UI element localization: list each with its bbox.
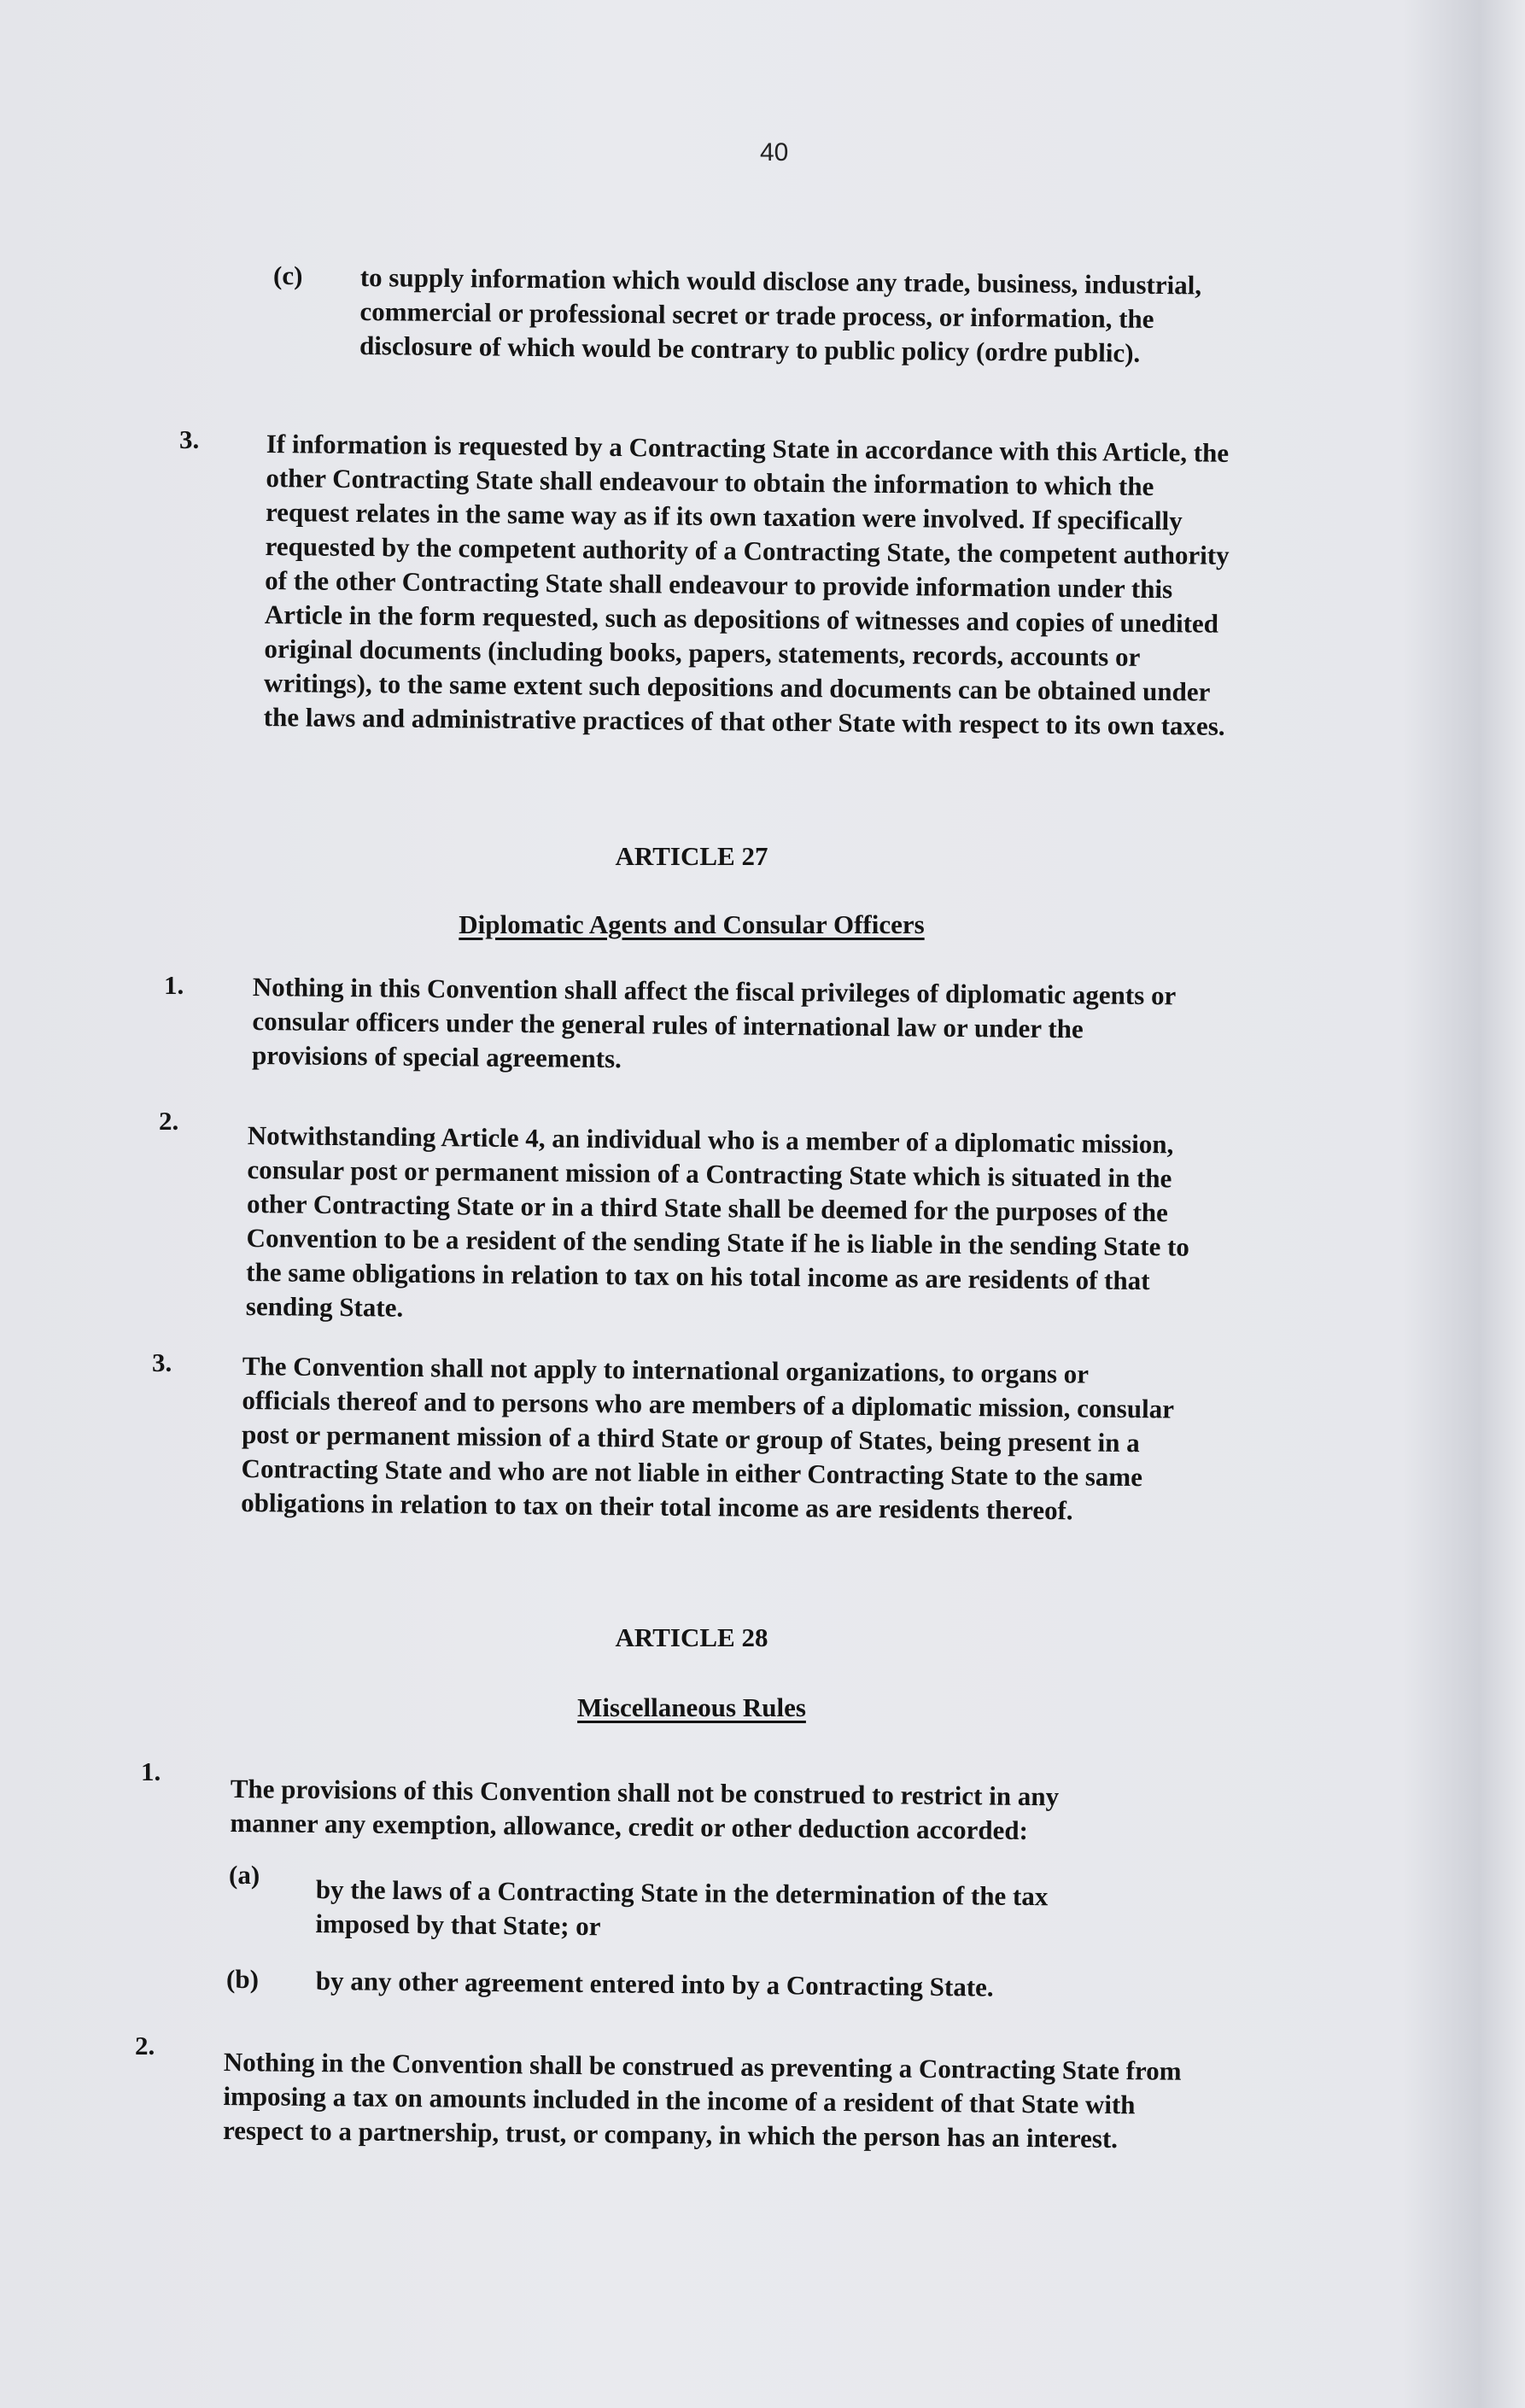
- article-28-title: Miscellaneous Rules: [577, 1692, 806, 1722]
- article-27-title: Diplomatic Agents and Consular Officers: [459, 909, 925, 939]
- item-c-label: (c): [273, 260, 303, 290]
- article-28-para-2-text: Nothing in the Convention shall be construed as preventing a Contracting State from imposing a tax on amounts included in the income of a resident of that State with respect to a partnership, trust, or company, in which the person has an interest.: [222, 2047, 1182, 2154]
- article-27-para-2-text: Notwithstanding Article 4, an individual who is a member of a diplomatic mission, consular post or permanent mission of a Contracting State which is situated in the other Contracting State or in a third State shall be deemed for the purposes of the Convention to be a resident of the sending State if he is liable in the sending State to the same obligations in relation to tax on his total income as are residents of that sending State.: [245, 1119, 1190, 1323]
- page-number: 40: [760, 138, 789, 167]
- article-28-para-1-label: 1.: [141, 1756, 161, 1786]
- item-c-text: to supply information which would disclose any trade, business, industrial, commercial or professional secret or trade process, or information, the disclosure of which would be contrary to public policy (ordre public).: [359, 261, 1202, 368]
- article-27-para-1-label: 1.: [164, 970, 184, 1000]
- article-28-para-1-text: The provisions of this Convention shall not be construed to restrict in any manner any exemption, allowance, credit or other deduction accorded:: [230, 1774, 1060, 1845]
- item-a-label: (a): [229, 1860, 260, 1890]
- article-27-para-1-text: Nothing in this Convention shall affect the fiscal privileges of diplomatic agents or consular officers under the general rules of international law or under the provisions of special agreements.: [251, 971, 1176, 1074]
- article-27-para-3-text: The Convention shall not apply to international organizations, to organs or officials thereof and to persons who are members of a diplomatic mission, consular post or permanent mission of a third State or group of States, being present in a Contracting State and who are not liable in either Contracting State to the same obligations in relation to tax on their total income as are residents thereof.: [241, 1350, 1174, 1526]
- item-b-label: (b): [226, 1964, 259, 1994]
- article-27-para-2-label: 2.: [159, 1106, 179, 1136]
- para-3-text: If information is requested by a Contracting State in accordance with this Article, the other Contracting State shall endeavour to obtain the information to which the request relates in the same way as if its own taxation were involved. If specifically requested by the competent authority of a Contracting State, the competent authority of the other Contracting State shall endeavour to provide information under this Article in the form requested, such as depositions of witnesses and copies of unedited original documents (including books, papers, statements, records, accounts or writings), to the same extent such depositions and documents can be obtained under the laws and administrative practices of that other State with respect to its own taxes.: [263, 428, 1230, 741]
- item-a-text: by the laws of a Contracting State in the determination of the tax imposed by that State; or: [315, 1874, 1049, 1942]
- article-28-heading: ARTICLE 28: [615, 1622, 768, 1652]
- item-b-text: by any other agreement entered into by a Contracting State.: [315, 1966, 994, 2002]
- article-27-para-3-label: 3.: [152, 1347, 172, 1377]
- article-27-heading: ARTICLE 27: [615, 841, 768, 871]
- para-3-label: 3.: [179, 424, 200, 454]
- article-28-para-2-label: 2.: [135, 2031, 155, 2060]
